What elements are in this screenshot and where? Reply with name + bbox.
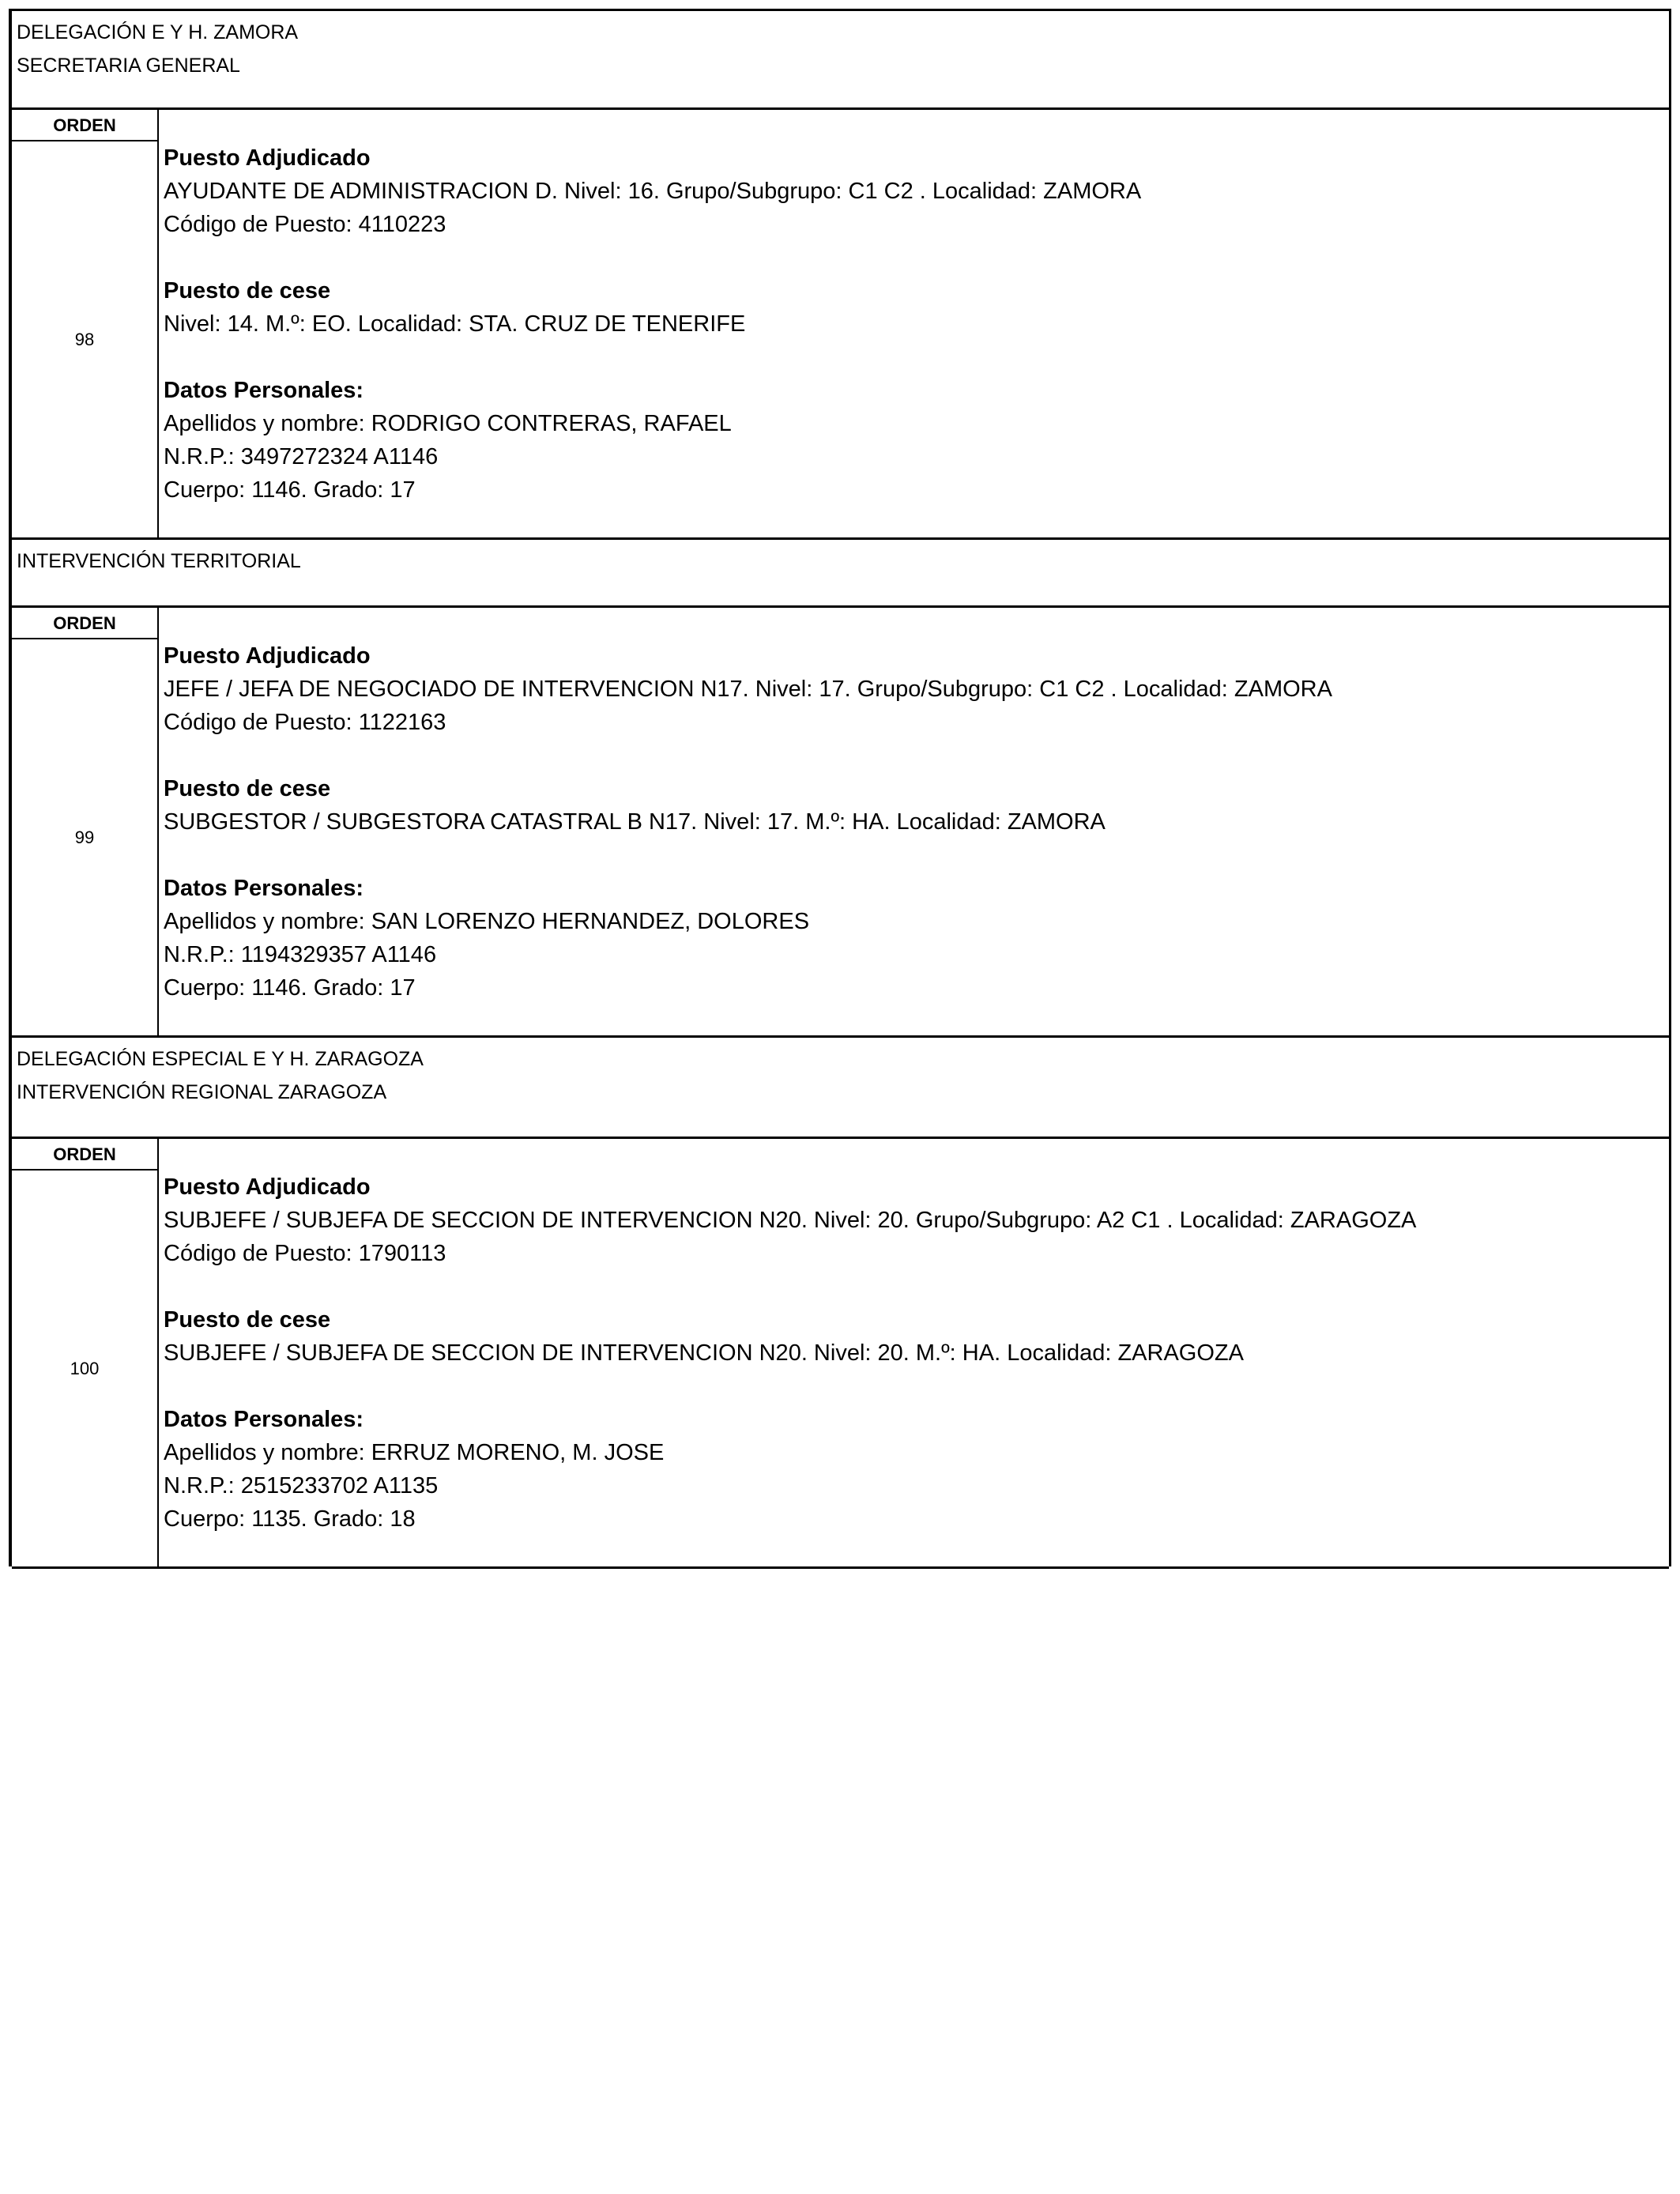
nrp: N.R.P.: 1194329357 A1146 bbox=[164, 942, 437, 967]
record-row bbox=[12, 1137, 1669, 1569]
record-details bbox=[159, 1139, 1669, 1566]
record-row bbox=[12, 605, 1669, 1038]
cuerpo-grado: Cuerpo: 1135. Grado: 18 bbox=[164, 1506, 416, 1532]
cuerpo-grado: Cuerpo: 1146. Grado: 17 bbox=[164, 477, 416, 503]
orden-column bbox=[12, 110, 159, 537]
section-header bbox=[12, 1035, 1669, 1137]
puesto-cese-label: Puesto de cese bbox=[164, 776, 331, 801]
apellidos-nombre: Apellidos y nombre: RODRIGO CONTRERAS, RAFAEL bbox=[164, 411, 732, 436]
puesto-adjudicado-value: SUBJEFE / SUBJEFA DE SECCION DE INTERVENCION N20. Nivel: 20. Grupo/Subgrupo: A2 C1 . Localidad: ZARAGOZA bbox=[164, 1208, 1417, 1233]
codigo-puesto: Código de Puesto: 1790113 bbox=[164, 1241, 446, 1266]
section-header bbox=[12, 537, 1669, 605]
puesto-cese-value: SUBGESTOR / SUBGESTORA CATASTRAL B N17. Nivel: 17. M.º: HA. Localidad: ZAMORA bbox=[164, 809, 1106, 835]
codigo-puesto: Código de Puesto: 4110223 bbox=[164, 212, 446, 237]
record-details bbox=[159, 608, 1669, 1035]
puesto-cese-label: Puesto de cese bbox=[164, 278, 331, 303]
record-details bbox=[159, 110, 1669, 537]
section-header-line: SECRETARIA GENERAL bbox=[17, 55, 240, 77]
document-sheet bbox=[9, 9, 1671, 1566]
section-header bbox=[12, 9, 1669, 107]
section-header-line: INTERVENCIÓN TERRITORIAL bbox=[17, 550, 301, 572]
datos-personales-label: Datos Personales: bbox=[164, 876, 364, 901]
datos-personales-label: Datos Personales: bbox=[164, 378, 364, 403]
puesto-adjudicado-value: AYUDANTE DE ADMINISTRACION D. Nivel: 16. Grupo/Subgrupo: C1 C2 . Localidad: ZAMORA bbox=[164, 179, 1142, 204]
orden-number: 100 bbox=[70, 1358, 100, 1378]
apellidos-nombre: Apellidos y nombre: SAN LORENZO HERNANDEZ, DOLORES bbox=[164, 909, 810, 934]
codigo-puesto: Código de Puesto: 1122163 bbox=[164, 710, 446, 735]
orden-column bbox=[12, 1139, 159, 1566]
datos-personales-label: Datos Personales: bbox=[164, 1407, 364, 1432]
puesto-cese-label: Puesto de cese bbox=[164, 1307, 331, 1333]
record-row bbox=[12, 107, 1669, 540]
nrp: N.R.P.: 2515233702 A1135 bbox=[164, 1473, 439, 1498]
orden-label: ORDEN bbox=[12, 1139, 157, 1171]
orden-column bbox=[12, 608, 159, 1035]
orden-label: ORDEN bbox=[12, 608, 157, 639]
section-header-line: INTERVENCIÓN REGIONAL ZARAGOZA bbox=[17, 1081, 387, 1103]
orden-label: ORDEN bbox=[12, 110, 157, 141]
puesto-cese-value: SUBJEFE / SUBJEFA DE SECCION DE INTERVENCION N20. Nivel: 20. M.º: HA. Localidad: ZARAGOZA bbox=[164, 1340, 1244, 1366]
nrp: N.R.P.: 3497272324 A1146 bbox=[164, 444, 439, 469]
cuerpo-grado: Cuerpo: 1146. Grado: 17 bbox=[164, 975, 416, 1001]
section-header-line: DELEGACIÓN E Y H. ZAMORA bbox=[17, 21, 299, 43]
orden-number: 99 bbox=[74, 827, 95, 847]
apellidos-nombre: Apellidos y nombre: ERRUZ MORENO, M. JOSE bbox=[164, 1440, 665, 1465]
puesto-adjudicado-label: Puesto Adjudicado bbox=[164, 1174, 371, 1200]
section-header-line: DELEGACIÓN ESPECIAL E Y H. ZARAGOZA bbox=[17, 1048, 424, 1070]
puesto-adjudicado-label: Puesto Adjudicado bbox=[164, 643, 371, 669]
orden-number: 98 bbox=[74, 329, 95, 349]
puesto-cese-value: Nivel: 14. M.º: EO. Localidad: STA. CRUZ DE TENERIFE bbox=[164, 311, 746, 337]
puesto-adjudicado-label: Puesto Adjudicado bbox=[164, 145, 371, 171]
puesto-adjudicado-value: JEFE / JEFA DE NEGOCIADO DE INTERVENCION N17. Nivel: 17. Grupo/Subgrupo: C1 C2 . Localidad: ZAMORA bbox=[164, 677, 1332, 702]
